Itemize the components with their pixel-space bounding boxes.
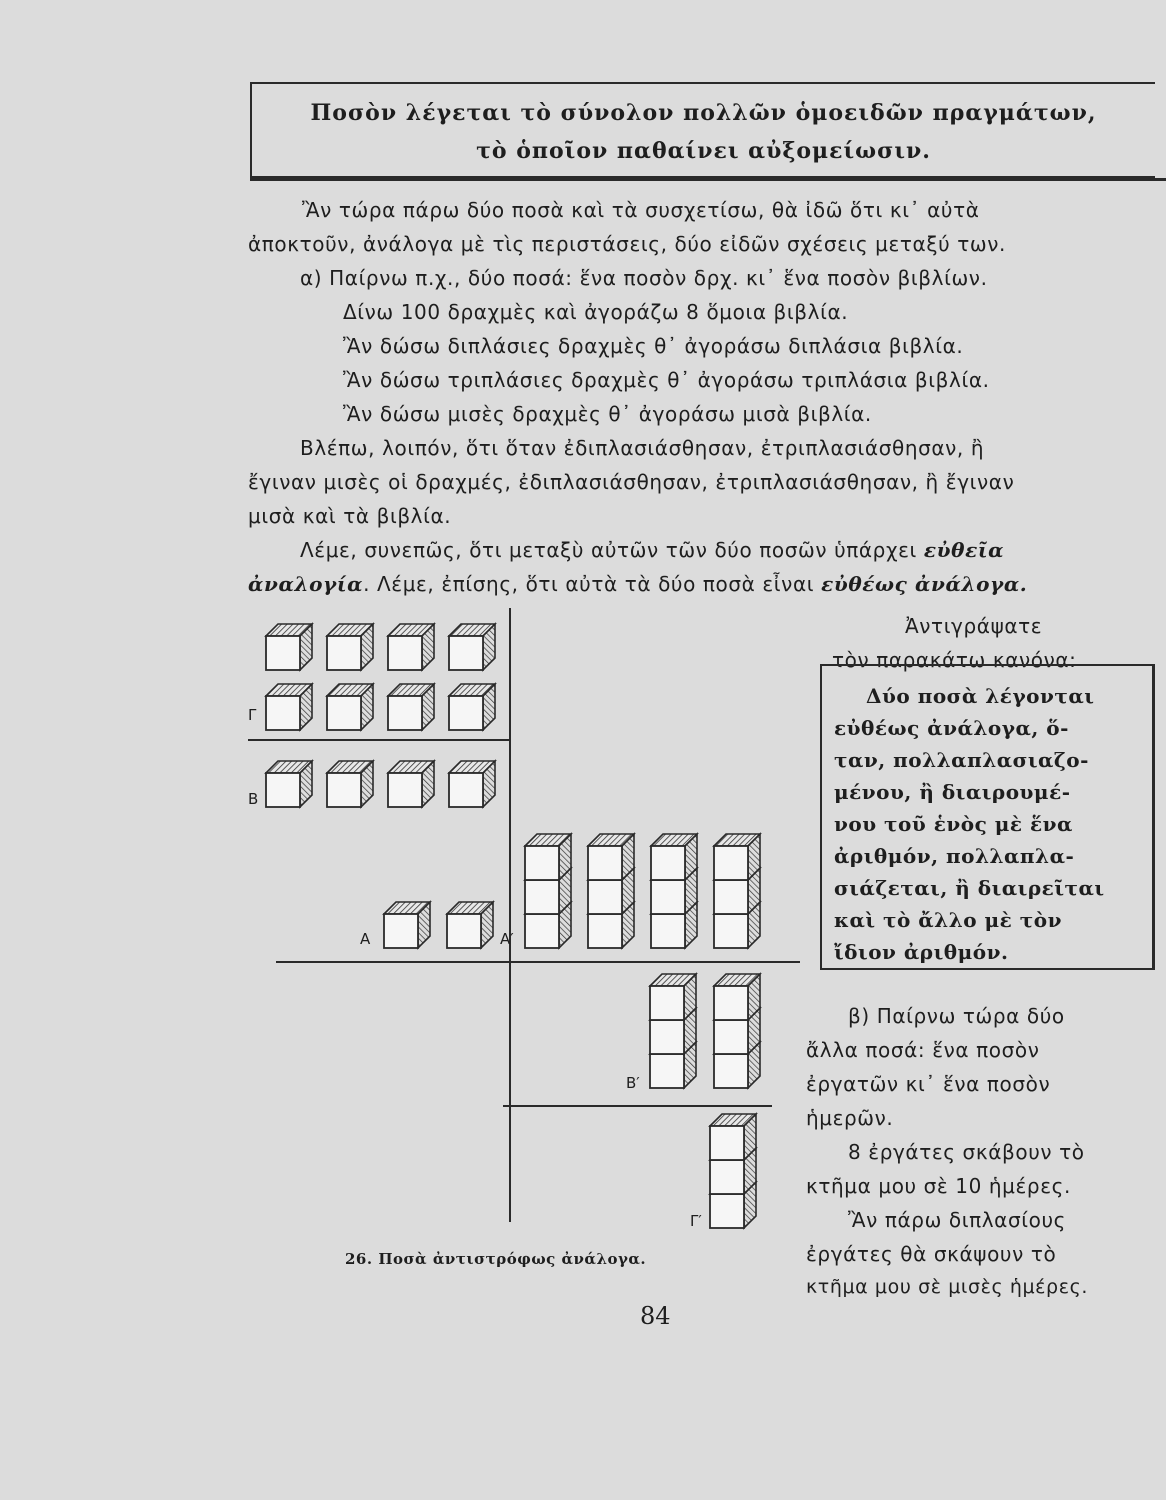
cube-gamma-0-3 [449, 624, 495, 670]
cube-alpha-prime-2-2 [651, 834, 697, 880]
body-line-8: Βλέπω, λοιπόν, ὅτι ὅταν ἐδιπλασιάσθησαν, ἐτριπλασιάσθησαν, ἢ [300, 436, 985, 460]
rule-line-7: σιάζεται, ἢ διαιρεῖται [834, 876, 1105, 900]
cube-gamma-1-0 [266, 684, 312, 730]
body-line-7: Ἂν δώσω μισὲς δραχμὲς θ᾽ ἀγοράσω μισὰ βιβλία. [343, 402, 872, 426]
body-line-9: ἔγιναν μισὲς οἱ δραχμές, ἐδιπλασιάσθησαν, ἐτριπλασιάσθησαν, ἢ ἔγιναν [248, 470, 1015, 494]
body-line-2: ἀποκτοῦν, ἀνάλογα μὲ τὶς περιστάσεις, δύο εἰδῶν σχέσεις μεταξύ των. [248, 232, 1006, 256]
figure-caption: 26. Ποσὰ ἀντιστρόφως ἀνάλογα. [345, 1250, 647, 1268]
cube-alpha-0 [384, 902, 430, 948]
rule-line-2: εὐθέως ἀνάλογα, ὅ- [834, 716, 1069, 740]
body-line-3: α) Παίρνω π.χ., δύο ποσά: ἕνα ποσὸν δρχ. κι᾽ ἕνα ποσὸν βιβλίων. [300, 266, 988, 290]
right-line-1: β) Παίρνω τώρα δύο [848, 1004, 1065, 1028]
body-line-5: Ἂν δώσω διπλάσιες δραχμὲς θ᾽ ἀγοράσω διπλάσια βιβλία. [343, 334, 964, 358]
right-line-4: ἡμερῶν. [806, 1106, 894, 1130]
body-line-10: μισὰ καὶ τὰ βιβλία. [248, 504, 452, 528]
cube-beta-prime-1-2 [714, 974, 760, 1020]
cube-alpha-prime-1-2 [588, 834, 634, 880]
right-line-8: ἐργάτες θὰ σκάψουν τὸ [806, 1242, 1057, 1266]
cube-alpha-prime-0-2 [525, 834, 571, 880]
cube-beta-0 [266, 761, 312, 807]
conclusion-text-1: Λέμε, συνεπῶς, ὅτι μεταξὺ αὐτῶν τῶν δύο ποσῶν ὑπάρχει [300, 538, 917, 562]
cube-beta-1 [327, 761, 373, 807]
right-line-7: Ἂν πάρω διπλασίους [848, 1208, 1066, 1232]
rule-line-5: νου τοῦ ἑνὸς μὲ ἕνα [834, 812, 1073, 836]
right-line-6: κτῆμα μου σὲ 10 ἡμέρες. [806, 1174, 1071, 1198]
cube-alpha-prime-3-2 [714, 834, 760, 880]
label-beta: Β [248, 790, 259, 808]
right-line-3: ἐργατῶν κι᾽ ἕνα ποσὸν [806, 1072, 1051, 1096]
cube-gamma-1-2 [388, 684, 434, 730]
cube-gamma-0-2 [388, 624, 434, 670]
rule-line-9: ἴδιον ἀριθμόν. [834, 940, 1009, 964]
cube-beta-3 [449, 761, 495, 807]
label-beta-prime: Β′ [626, 1074, 640, 1092]
right-line-5: 8 ἐργάτες σκάβουν τὸ [848, 1140, 1085, 1164]
copy-instruction-line-1: Ἀντιγράψατε [905, 614, 1043, 638]
title-line-1: Ποσὸν λέγεται τὸ σύνολον πολλῶν ὁμοειδῶν πραγμάτων, [310, 100, 1097, 126]
emphasis-proportion: ἀναλογία [248, 572, 364, 596]
rule-line-4: μένου, ἢ διαιρουμέ- [834, 780, 1071, 804]
cube-gamma-1-1 [327, 684, 373, 730]
label-gamma-prime: Γ′ [690, 1212, 702, 1230]
label-alpha-prime: Α′ [500, 930, 514, 948]
cube-beta-2 [388, 761, 434, 807]
page-number: 84 [640, 1302, 671, 1330]
cube-gamma-0-1 [327, 624, 373, 670]
right-line-9: κτῆμα μου σὲ μισὲς ἡμέρες. [806, 1276, 1088, 1298]
rule-line-3: ταν, πολλαπλασιαζο- [834, 748, 1089, 772]
right-line-2: ἄλλα ποσά: ἕνα ποσὸν [806, 1038, 1040, 1062]
body-line-4: Δίνω 100 δραχμὲς καὶ ἀγοράζω 8 ὅμοια βιβλία. [343, 300, 849, 324]
conclusion-text-2: . Λέμε, ἐπίσης, ὅτι αὐτὰ τὰ δύο ποσὰ εἶναι [363, 572, 815, 596]
cube-groups [266, 624, 760, 1228]
label-alpha: Α [360, 930, 371, 948]
cube-gamma-prime-2 [710, 1114, 756, 1160]
body-line-6: Ἂν δώσω τριπλάσιες δραχμὲς θ᾽ ἀγοράσω τριπλάσια βιβλία. [343, 368, 990, 392]
cube-beta-prime-0-2 [650, 974, 696, 1020]
cube-gamma-1-3 [449, 684, 495, 730]
cube-alpha-1 [447, 902, 493, 948]
cube-gamma-0-0 [266, 624, 312, 670]
title-line-2: τὸ ὁποῖον παθαίνει αὐξομείωσιν. [476, 138, 931, 164]
emphasis-directly-proportional: εὐθέως ἀνάλογα. [821, 572, 1028, 596]
emphasis-direct: εὐθεῖα [923, 538, 1005, 562]
rule-line-1: Δύο ποσὰ λέγονται [866, 684, 1095, 708]
body-line-1: Ἂν τώρα πάρω δύο ποσὰ καὶ τὰ συσχετίσω, θὰ ἰδῶ ὅτι κι᾽ αὐτὰ [302, 198, 980, 222]
copy-instruction-line-2: τὸν παρακάτω κανόνα: [832, 648, 1077, 672]
rule-line-8: καὶ τὸ ἄλλο μὲ τὸν [834, 908, 1062, 932]
label-gamma: Γ [248, 706, 257, 724]
rule-line-6: ἀριθμόν, πολλαπλα- [834, 844, 1075, 868]
